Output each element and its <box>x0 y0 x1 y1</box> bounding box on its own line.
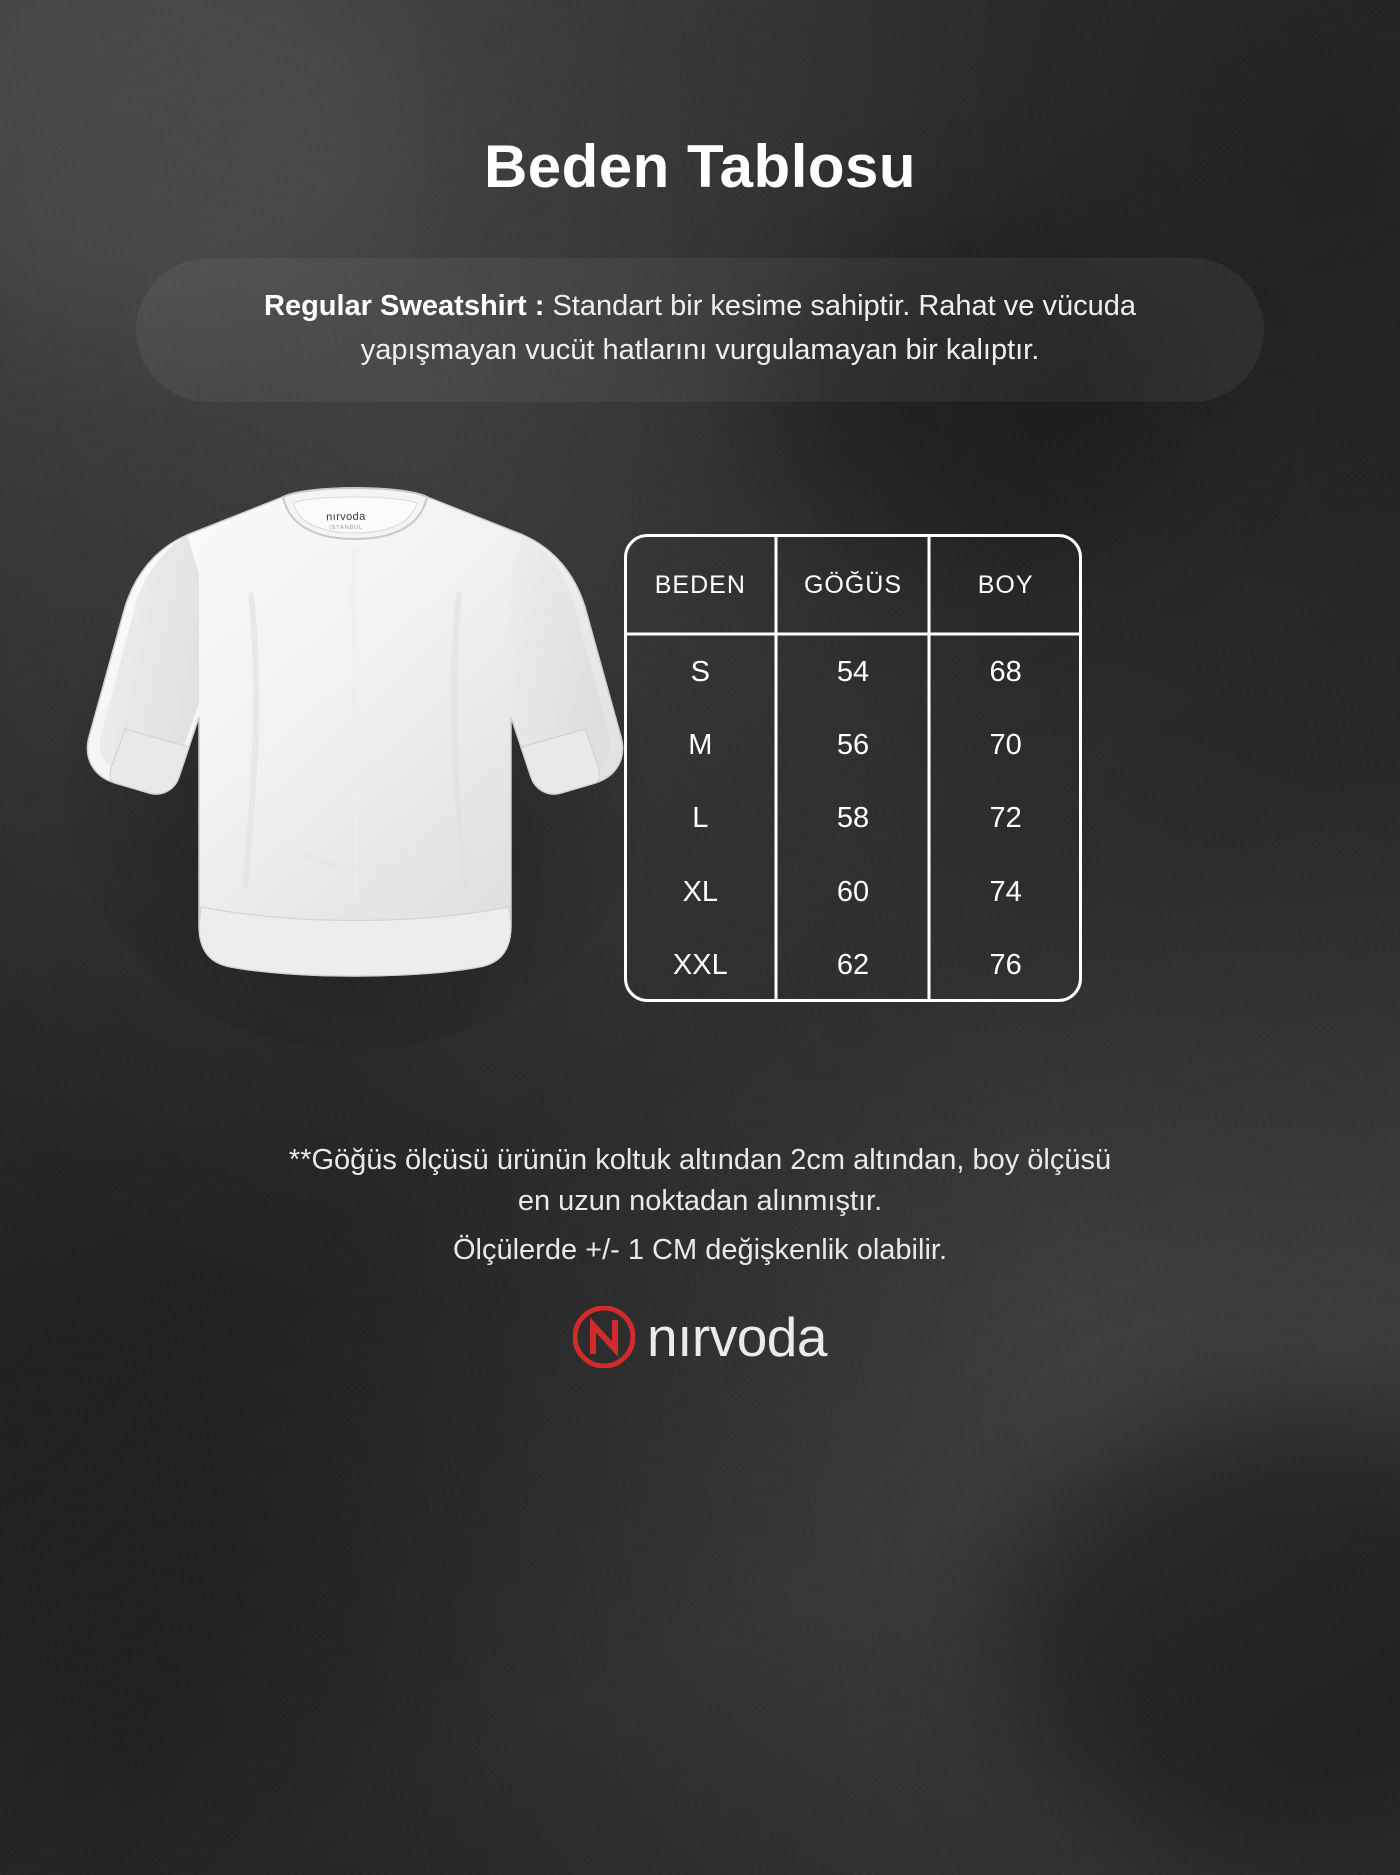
cell-length: 76 <box>989 948 1022 981</box>
footnotes <box>60 1140 1340 1272</box>
cell-length: 68 <box>989 656 1022 689</box>
cell-chest: 54 <box>836 656 870 689</box>
column-header-gogus: GÖĞÜS <box>803 570 903 599</box>
cell-size: S <box>690 656 710 689</box>
table-header-row <box>624 534 1082 636</box>
brand-logo <box>0 1305 1400 1369</box>
cell-chest: 60 <box>836 875 870 908</box>
description-pill <box>136 258 1264 402</box>
table-row <box>624 929 1082 1002</box>
table-row <box>624 636 1082 709</box>
background-blotch-2 <box>1000 1400 1400 1860</box>
cell-size: L <box>692 802 709 835</box>
table-row <box>624 709 1082 782</box>
size-table <box>624 534 1082 1002</box>
cell-size: M <box>688 729 713 762</box>
table-row <box>624 782 1082 855</box>
cell-chest: 62 <box>836 948 870 981</box>
size-table-grid <box>624 534 1082 1002</box>
footnote-line-1: **Göğüs ölçüsü ürünün koltuk altından 2cm altından, boy ölçüsü <box>288 1144 1112 1176</box>
cell-length: 70 <box>989 729 1022 762</box>
table-row <box>624 856 1082 929</box>
sweatshirt-image <box>55 455 655 1055</box>
brand-logo-text: nırvoda <box>647 1306 827 1368</box>
nirvoda-mark-icon <box>573 1306 635 1368</box>
description-body: Standart bir kesime sahiptir. Rahat ve vücuda yapışmayan vucüt hatlarını vurgulamayan bir kalıptır. <box>360 290 1136 367</box>
cell-length: 72 <box>989 802 1022 835</box>
cell-size: XL <box>682 875 719 908</box>
column-header-boy: BOY <box>977 570 1034 599</box>
cell-length: 74 <box>989 875 1022 908</box>
column-header-beden: BEDEN <box>654 570 746 599</box>
footnote-line-2: en uzun noktadan alınmıştır. <box>517 1185 883 1218</box>
cell-chest: 56 <box>836 729 870 762</box>
neck-label <box>316 510 376 531</box>
neck-label-brand: nırvoda <box>326 510 366 524</box>
page-title: Beden Tablosu <box>483 133 917 200</box>
description-lead: Regular Sweatshirt : <box>264 290 545 322</box>
cell-chest: 58 <box>836 802 870 835</box>
cell-size: XXL <box>672 948 728 981</box>
footnote-line-3: Ölçülerde +/- 1 CM değişkenlik olabilir. <box>452 1234 948 1267</box>
neck-label-sub: ISTANBUL <box>329 524 364 532</box>
